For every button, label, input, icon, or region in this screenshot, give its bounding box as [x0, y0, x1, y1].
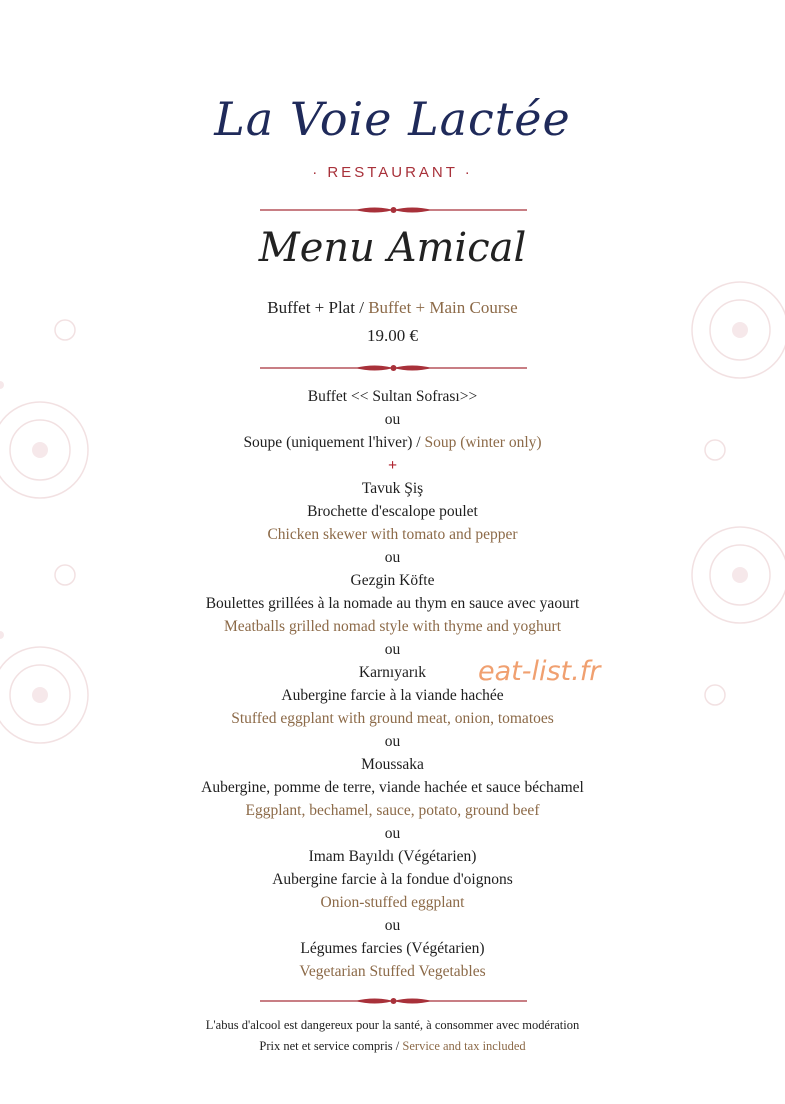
menu-item-text: ou — [384, 549, 401, 566]
restaurant-subtitle: · RESTAURANT · — [312, 164, 473, 181]
watermark: eat-list.fr — [478, 656, 601, 687]
formula-fr: Buffet + Plat — [267, 298, 355, 317]
formula-line — [0, 298, 785, 318]
or-separator — [0, 546, 785, 569]
menu-item-text: Vegetarian Stuffed Vegetables — [299, 963, 486, 980]
menu-item — [0, 684, 785, 707]
menu-item-text: Imam Bayıldı (Végétarien) — [308, 848, 477, 865]
menu-item — [0, 661, 785, 684]
menu-item — [0, 891, 785, 914]
ornamental-divider — [260, 204, 527, 216]
menu-item-text: Tavuk Şiş — [361, 480, 424, 497]
menu-item-text: ou — [384, 733, 401, 750]
menu-item — [0, 431, 785, 454]
menu-item-text: Gezgin Köfte — [350, 572, 435, 589]
menu-item-text: Moussaka — [361, 756, 424, 773]
menu-item-text: Onion-stuffed eggplant — [320, 894, 465, 911]
menu-item-text: Boulettes grillées à la nomade au thym en sauce avec yaourt — [205, 595, 580, 612]
price-note-fr: Prix net et service compris — [259, 1039, 393, 1053]
menu-item — [0, 385, 785, 408]
or-separator — [0, 822, 785, 845]
menu-item-text: ou — [384, 411, 401, 428]
menu-item-text: ou — [384, 825, 401, 842]
menu-item — [0, 477, 785, 500]
menu-title: Menu Amical — [258, 225, 527, 271]
translation-separator: / — [412, 434, 425, 451]
menu-item-text: Karnıyarık — [358, 664, 427, 681]
formula-en: Buffet + Main Course — [368, 298, 518, 317]
menu-item-text: Stuffed eggplant with ground meat, onion, tomatoes — [231, 710, 554, 727]
menu-item — [0, 569, 785, 592]
menu-item-translation: Soup (winter only) — [424, 434, 542, 451]
menu-item-text: Meatballs grilled nomad style with thyme and yoghurt — [223, 618, 562, 635]
menu-item — [0, 592, 785, 615]
ornamental-divider — [260, 995, 527, 1007]
menu-item-text: Eggplant, bechamel, sauce, potato, ground beef — [245, 802, 540, 819]
menu-item-text: Légumes farcies (Végétarien) — [300, 940, 485, 957]
menu-item — [0, 500, 785, 523]
menu-item — [0, 868, 785, 891]
menu-item — [0, 707, 785, 730]
or-separator — [0, 914, 785, 937]
restaurant-name: La Voie Lactée — [214, 92, 571, 146]
menu-item — [0, 523, 785, 546]
menu-item-text: ou — [384, 641, 401, 658]
plus-separator — [0, 454, 785, 477]
price-note-separator: / — [392, 1039, 403, 1053]
menu-item-text: + — [387, 457, 398, 474]
ornamental-divider — [260, 362, 527, 374]
price-note-en: Service and tax included — [402, 1039, 526, 1053]
menu-item — [0, 960, 785, 983]
menu-item — [0, 845, 785, 868]
menu-item-text: Chicken skewer with tomato and pepper — [267, 526, 518, 543]
price-note — [0, 1039, 785, 1054]
menu-price: 19.00 € — [367, 326, 418, 345]
alcohol-warning: L'abus d'alcool est dangereux pour la santé, à consommer avec modération — [205, 1018, 580, 1032]
menu-item-text: Aubergine farcie à la viande hachée — [281, 687, 504, 704]
menu-item — [0, 799, 785, 822]
menu-item-text: Aubergine, pomme de terre, viande hachée et sauce béchamel — [201, 779, 584, 796]
menu-item — [0, 753, 785, 776]
menu-item-text: Brochette d'escalope poulet — [307, 503, 478, 520]
menu-item — [0, 776, 785, 799]
or-separator — [0, 638, 785, 661]
menu-item-text: Aubergine farcie à la fondue d'oignons — [272, 871, 513, 888]
or-separator — [0, 730, 785, 753]
menu-items-list — [0, 385, 785, 983]
or-separator — [0, 408, 785, 431]
formula-separator: / — [354, 298, 369, 317]
menu-item-text: Soupe (uniquement l'hiver) — [243, 434, 413, 451]
menu-item-text: ou — [384, 917, 401, 934]
menu-item — [0, 937, 785, 960]
menu-item-text: Buffet << Sultan Sofrası>> — [307, 388, 478, 405]
menu-item — [0, 615, 785, 638]
